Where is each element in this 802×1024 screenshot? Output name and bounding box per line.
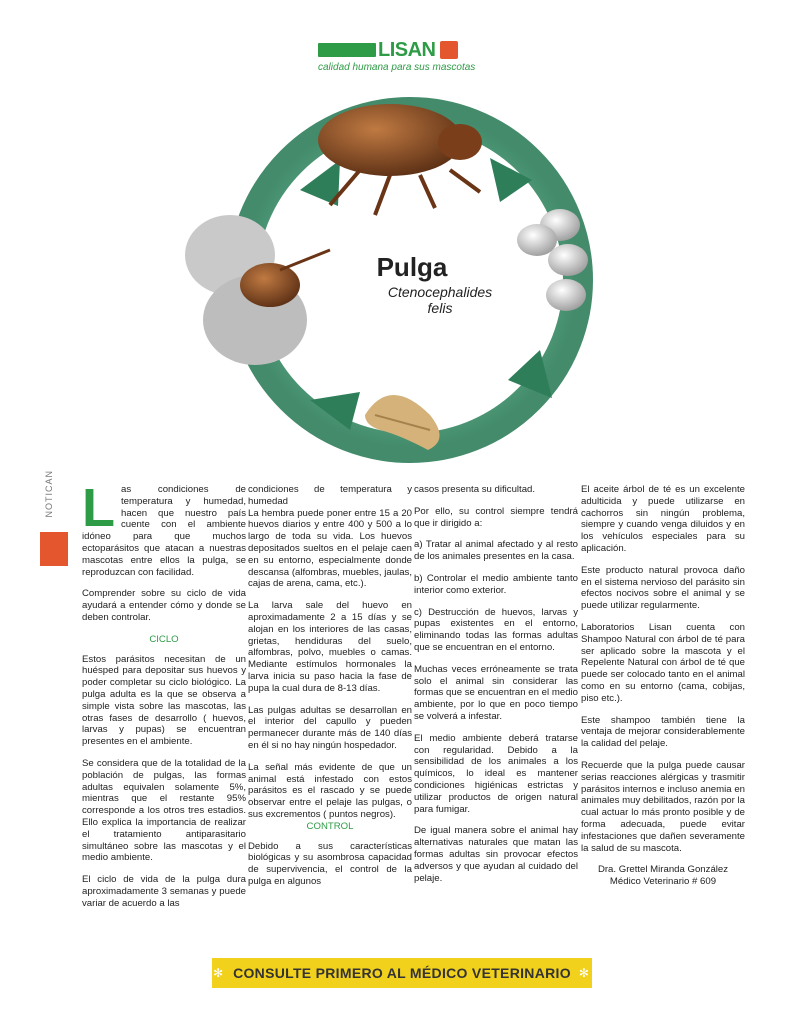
paragraph: casos presenta su dificultad. [414,484,536,495]
eggs-icon [517,209,588,311]
paragraph: Las pulgas adultas se desarrollan en el interior del capullo y pueden permanecer durante más de 140 días en él si no hay ningún hospedador. [248,704,412,751]
paragraph: Muchas veces erróneamente se trata solo el animal sin considerar las formas que se encuentran en el medio ambiente, por lo que en poco tiempo se volverá a infestar. [414,663,578,722]
consult-banner [212,958,592,988]
article-column-2 [248,484,412,898]
author-title: Médico Veterinario # 609 [609,876,717,888]
paragraph: La larva sale del huevo en aproximadamente 2 a 15 días y se alojan en los interiores de las casas, grietas, hendiduras del suelo, alfombras, polvo, muebles o camas. Mediante estímulos hormonales la larva inicia su paso hacia la fase de pupa la cual dura de 8-13 días. [248,600,412,694]
paragraph: Este producto natural provoca daño en el sistema nervioso del parásito sin efectos nocivos sobre el animal y se puede utilizar regularmente. [581,564,745,612]
section-sidebar [40,470,68,611]
page-badge [40,532,68,611]
article-column-3 [414,484,578,894]
paragraph: b) Controlar el medio ambiente tanto interior como exterior. [414,572,578,596]
brand-tagline: calidad humana para sus mascotas [318,62,476,73]
banner-text: CONSULTE PRIMERO AL MÉDICO VETERINARIO [233,965,571,981]
l4-badge-icon [440,41,458,59]
paragraph: Debido a sus características biológicas y su asombrosa capacidad de supervivencia, el control de la pulga en algunos [248,840,412,887]
paragraph: as condiciones de temperatura y humedad, hacen que nuestro país cuente con el ambiente idóneo para que muchos ectoparásitos que atacan a nuestras mascotas entre ellos la pulga, se reproduzcan con facilidad. [82,484,246,578]
section-heading-ciclo: CICLO [149,633,179,645]
paragraph: a) Tratar al animal afectado y al resto de los animales presentes en la casa. [414,539,578,563]
paragraph: Este shampoo también tiene la ventaja de mejorar considerablemente la calidad del pelaje. [581,714,745,750]
paragraph: Recuerde que la pulga puede causar serias reacciones alérgicas y trasmitir parásitos internos e incluso anemia en animales muy debilitados, razón por la cual actuar lo más pronto posible y de forma adecuada, puede evitar infestaciones que dañen severamente la salud de su mascota. [581,759,745,854]
paragraph: El ciclo de vida de la pulga dura aproximadamente 3 semanas y puede variar de acuerdo a las [82,874,246,909]
paragraph: Comprender sobre su ciclo de vida ayudará a entender cómo y donde se deben controlar. [82,588,246,623]
paragraph: El aceite árbol de té es un excelente adulticida y puede utilizarse en cachorros sin ningún problema, siempre y cuando venga diluidos y en los vehículos especiales para su aplicación. [581,484,745,554]
paragraph: De igual manera sobre el animal hay alternativas naturales que matan las formas adultas sin provocar efectos adversos y que ayudan al cuidado del pelaje. [414,825,578,884]
article-column-4 [581,484,745,888]
pets-silhouette-icon [318,43,376,57]
paragraph: Por ello, su control siempre tendrá que ir dirigido a: [414,505,578,529]
paragraph: Estos parásitos necesitan de un huésped para depositar sus huevos y poder completar su ciclo biológico. La pulga adulta es la que se observa a simple vista sobre las mascotas, las otras fases de desarrollo ( huevos, larvas y pupas) se encuentran presentes en el ambiente. [82,653,246,748]
lisan-logo [318,40,488,74]
article-column-1 [82,478,246,920]
paragraph: La señal más evidente de que un animal está infestado con estos parásitos es el rascado y se puede observar entre el pelaje las pulgas, o sus excrementos ( puntos negros). [248,761,412,820]
paw-icon: ✻ [213,966,224,980]
author-signature [581,864,745,888]
paragraph: condiciones de temperatura y humedad La hembra puede poner entre 15 a 20 huevos diarios y entre 400 y 500 a lo largo de toda su vida. Los huevos depositados sueltos en el pelaje caen en su entorno, especialmente donde descansa (alfombras, muebles, jaulas, cajas de arena, cama, etc.). [248,484,412,590]
paw-icon: ✻ [578,966,589,980]
section-label: NOTICAN [44,470,54,518]
paragraph: Laboratorios Lisan cuenta con Shampoo Natural con árbol de té para ser aplicado sobre la mascota y el Repelente Natural con árbol de té que puede ser colocado tanto en el animal como en su entorno (cama, cobijas, piso etc.). [581,621,745,704]
common-name: Pulga [376,252,448,282]
section-heading-control: CONTROL [306,820,354,832]
drop-cap: L [82,478,115,538]
paragraph: Se considera que de la totalidad de la población de pulgas, las formas adultas equivalen solamente 5%, mientras que el restante 95% corresponde a los otros tres estadios. Ello explica la importancia de realizar el tratamiento antiparasitario simultáneo sobre las mascotas y el medio ambiente. [82,757,246,864]
scientific-name: Ctenocephalides felis [387,284,493,316]
paragraph: c) Destrucción de huevos, larvas y pupas existentes en el entorno, eliminando todas las formas adultas que se encuentran en el entorno. [414,606,578,653]
species-title [300,253,500,316]
brand-name: LISAN [378,39,436,61]
paragraph: El medio ambiente deberá tratarse con regularidad. Debido a la sensibilidad de los animales a los químicos, lo ideal es mantener condiciones higiénicas estrictas y utilizar productos de origen natural para fumigar. [414,732,578,815]
author-name: Dra. Grettel Miranda González [597,864,729,876]
page-number: 8 [49,602,54,611]
